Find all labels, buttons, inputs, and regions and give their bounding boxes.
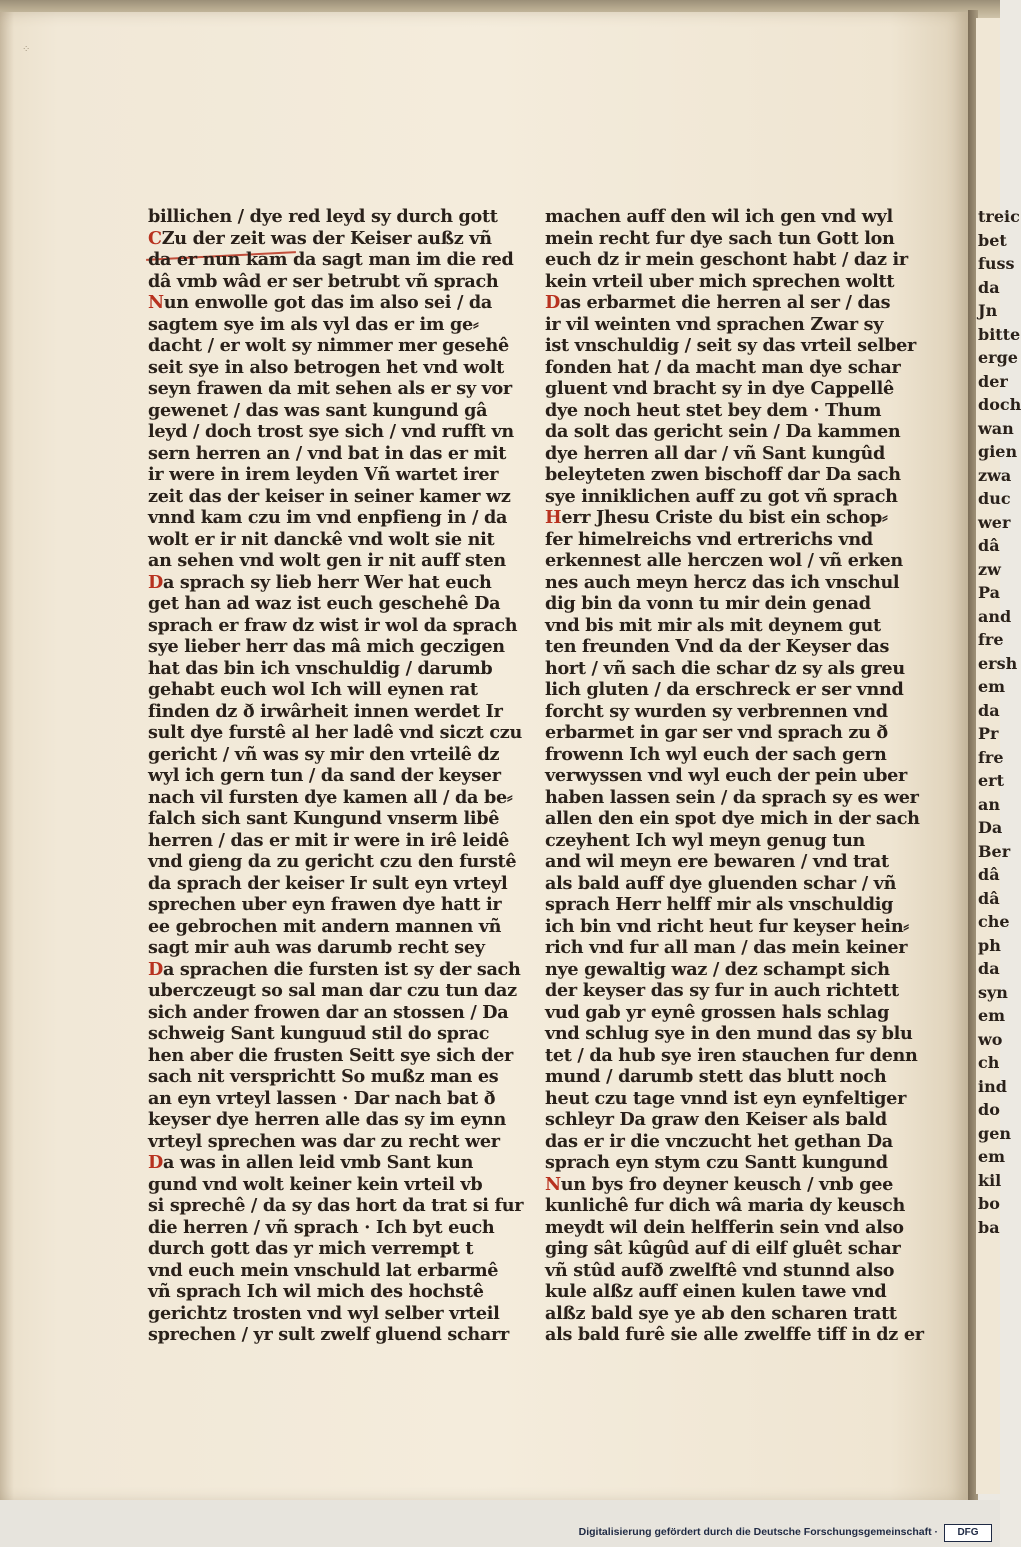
next-page-fragment: che: [978, 912, 1010, 931]
left-column-line: durch gott das yr mich verrempt t: [148, 1238, 474, 1259]
left-column-line: zeit das der keiser in seiner kamer wz: [148, 485, 511, 507]
left-column-line: vñ sprach Ich wil mich des hochstê: [148, 1281, 484, 1302]
left-column-line: [148, 571, 492, 594]
left-column-line: hat das bin ich vnschuldig / darumb: [148, 657, 493, 679]
right-column-line: als bald furê sie alle zwelffe tiff in dz er: [545, 1324, 924, 1345]
left-column-line: gund vnd wolt keiner kein vrteil vb: [148, 1173, 483, 1195]
next-page-fragment: Pr: [978, 724, 999, 743]
right-column-line: sprach Herr helff mir als vnschuldig: [545, 894, 894, 915]
right-column-line: heut czu tage vnnd ist eyn eynfeltiger: [545, 1087, 907, 1109]
left-column-line: [148, 1152, 488, 1174]
next-page-fragment: em: [978, 677, 1006, 696]
left-column-line: sye lieber herr das mâ mich geczigen: [148, 636, 505, 657]
right-column-line: meydt wil dein helfferin sein vnd also: [545, 1216, 904, 1238]
left-column-line: sprach er fraw dz wist ir wol da sprach: [148, 614, 518, 636]
left-column-line: herren / das er mit ir were in irê leidê: [148, 829, 509, 851]
left-column-line: sich ander frowen dar an stossen / Da: [148, 1001, 509, 1023]
rubric-initial: D: [545, 292, 560, 313]
right-column-line: [545, 507, 888, 529]
left-column-line: uberczeugt so sal man dar czu tun daz: [148, 980, 517, 1001]
line-text: un enwolle got das im also sei / da: [163, 292, 493, 313]
next-page-edge: [976, 18, 1021, 1494]
right-column-line: kule alßz auff einen kulen tawe vnd: [545, 1281, 887, 1302]
right-column-line: der keyser das sy fur in auch richtett: [545, 980, 899, 1001]
next-page-fragment: fre: [978, 630, 1004, 649]
dfg-logo-text: DFG: [957, 1527, 979, 1538]
right-column-line: dye noch heut stet bey dem · Thum: [545, 399, 882, 421]
next-page-fragment: ph: [978, 935, 1001, 955]
right-column-line: ir vil weinten vnd sprachen Zwar sy: [545, 313, 884, 335]
left-column-line: gehabt euch wol Ich will eynen rat: [148, 679, 478, 700]
right-column-line: tet / da hub sye iren stauchen fur denn: [545, 1044, 918, 1066]
next-page-fragment: wan: [978, 418, 1014, 438]
left-column-line: sach nit versprichtt So mußz man es: [148, 1066, 499, 1087]
right-column-line: das er ir die vnczucht het gethan Da: [545, 1130, 893, 1152]
next-page-fragment: ba: [978, 1217, 1000, 1237]
next-page-fragment: zwa: [978, 465, 1012, 485]
right-column-line: beleyteten zwen bischoff dar Da sach: [545, 464, 901, 485]
left-column-line: wyl ich gern tun / da sand der keyser: [148, 765, 501, 786]
left-column-line: an eyn vrteyl lassen · Dar nach bat ð: [148, 1087, 496, 1109]
left-column-line: die herren / vñ sprach · Ich byt euch: [148, 1216, 495, 1238]
right-column-line: [545, 1173, 894, 1196]
page-corner-mark: ⁘: [22, 44, 31, 55]
next-page-fragment: Jn: [978, 301, 998, 320]
right-column-line: machen auff den wil ich gen vnd wyl: [545, 206, 893, 227]
right-column-line: euch dz ir mein geschont habt / daz ir: [545, 249, 908, 270]
next-page-fragment: da: [978, 277, 1000, 297]
left-column-line: vnd euch mein vnschuld lat erbarmê: [148, 1259, 499, 1281]
next-page-fragment: da: [978, 700, 1000, 720]
line-text: Zu der zeit was der Keiser außz vñ: [161, 227, 492, 249]
right-column-line: lich gluten / da erschreck er ser vnnd: [545, 679, 904, 700]
right-column-line: dye herren all dar / vñ Sant kungûd: [545, 442, 885, 464]
right-column-line: kein vrteil uber mich sprechen woltt: [545, 270, 895, 292]
right-column-line: ich bin vnd richt heut fur keyser hein⸗: [545, 915, 909, 937]
next-page-fragment: dâ: [978, 536, 1000, 555]
left-column-line: keyser dye herren alle das sy im eynn: [148, 1109, 506, 1130]
next-page-fragment: em: [978, 1147, 1006, 1166]
left-column-line: vrteyl sprechen was dar zu recht wer: [148, 1130, 500, 1152]
right-column-line: mein recht fur dye sach tun Gott lon: [545, 227, 895, 249]
line-text: err Jhesu Criste du bist ein schop⸗: [561, 507, 888, 528]
right-column-line: mund / darumb stett das blutt noch: [545, 1066, 887, 1087]
right-column-line: fer himelreichs vnd ertrerichs vnd: [545, 528, 873, 550]
right-column-line: forcht sy wurden sy verbrennen vnd: [545, 700, 888, 722]
left-column-line: billichen / dye red leyd sy durch gott: [148, 206, 498, 227]
rubric-initial: D: [148, 958, 163, 980]
next-page-fragment: ert: [978, 771, 1004, 790]
left-column-line: sprechen uber eyn frawen dye hatt ir: [148, 894, 502, 915]
left-column-line: [148, 958, 521, 981]
next-page-fragment: duc: [978, 489, 1011, 508]
right-column-line: vñ stûd aufð zwelftê vnd stunnd also: [545, 1259, 895, 1281]
page-edge-shadow: [0, 12, 14, 1502]
left-column-line: schweig Sant kunguud stil do sprac: [148, 1023, 490, 1044]
left-column-line: hen aber die frusten Seitt sye sich der: [148, 1044, 513, 1066]
left-column-line: ee gebrochen mit andern mannen vñ: [148, 915, 502, 937]
right-column-line: ten freunden Vnd da der Keyser das: [545, 636, 890, 657]
left-column-line: si sprechê / da sy das hort da trat si fur: [148, 1195, 524, 1216]
left-column-line: dacht / er wolt sy nimmer mer gesehê: [148, 335, 509, 356]
left-column-line: wolt er ir nit danckê vnd wolt sie nit: [148, 528, 495, 550]
next-page-fragment: bo: [978, 1194, 1000, 1213]
right-column-line: gluent vnd bracht sy in dye Cappellê: [545, 378, 894, 399]
next-page-fragment: treic: [978, 207, 1020, 226]
next-page-fragment: da: [978, 959, 1000, 978]
left-column-line: vnnd kam czu im vnd enpfieng in / da: [148, 507, 508, 528]
next-page-fragment: Pa: [978, 583, 1000, 602]
left-column-line: falch sich sant Kungund vnserm libê: [148, 808, 500, 829]
left-column-line: vnd gieng da zu gericht czu den furstê: [148, 851, 517, 872]
right-column-line: verwyssen vnd wyl euch der pein uber: [545, 765, 907, 786]
next-page-fragment: ersh: [978, 653, 1018, 673]
right-column-line: erkennest alle herczen wol / vñ erken: [545, 550, 903, 571]
right-column-line: vnd schlug sye in den mund das sy blu: [545, 1023, 913, 1044]
next-page-fragment: syn: [978, 982, 1008, 1002]
line-text: as erbarmet die herren al ser / das: [559, 292, 891, 313]
rubric-initial: D: [148, 1152, 163, 1173]
next-page-fragment: gen: [978, 1123, 1011, 1143]
next-page-fragment: do: [978, 1100, 1000, 1119]
left-column-line: seit sye in also betrogen het vnd wolt: [148, 356, 504, 378]
right-column-line: kunlichê fur dich wâ maria dy keusch: [545, 1195, 905, 1216]
next-page-fragment: Ber: [978, 841, 1011, 861]
next-page-fragment: an: [978, 794, 1000, 814]
left-column-line: sprechen / yr sult zwelf gluend scharr: [148, 1324, 509, 1345]
right-column-line: fonden hat / da macht man dye schar: [545, 356, 901, 378]
left-column-line: sern herren an / vnd bat in das er mit: [148, 442, 507, 464]
next-page-fragment: fuss: [978, 254, 1015, 273]
right-column-line: schleyr Da graw den Keiser als bald: [545, 1109, 887, 1130]
left-column-line: leyd / doch trost sye sich / vnd rufft vn: [148, 421, 514, 442]
rubric-initial: N: [545, 1173, 561, 1195]
left-column-line: ir were in irem leyden Vñ wartet irer: [148, 464, 499, 485]
left-column-line: da er nun kam da sagt man im die red: [148, 249, 514, 270]
right-column-line: nye gewaltig waz / dez schampt sich: [545, 958, 890, 980]
right-column-line: ist vnschuldig / seit sy das vrteil selber: [545, 335, 916, 356]
left-column-line: get han ad waz ist euch geschehê Da: [148, 593, 501, 614]
next-page-fragment: dâ: [978, 865, 1000, 884]
next-page-fragment: der: [978, 371, 1008, 391]
rubric-initial: D: [148, 571, 163, 593]
scan-bottom-strip: [0, 1500, 1000, 1547]
left-column-line: [148, 227, 492, 250]
left-column-line: sult dye furstê al her ladê vnd siczt czu: [148, 722, 522, 743]
left-column-line: gericht / vñ was sy mir den vrteilê dz: [148, 743, 500, 765]
right-column-line: erbarmet in gar ser vnd sprach zu ð: [545, 722, 888, 743]
next-page-fragment: em: [978, 1006, 1006, 1025]
next-page-fragment: bitte: [978, 324, 1021, 344]
right-column-line: alßz bald sye ye ab den scharen tratt: [545, 1302, 897, 1324]
right-column-line: sprach eyn stym czu Santt kungund: [545, 1152, 888, 1173]
next-page-fragment: ch: [978, 1053, 1000, 1072]
right-column-line: czeyhent Ich wyl meyn genug tun: [545, 829, 866, 851]
digitization-credit: Digitalisierung gefördert durch die Deutsche Forschungsgemeinschaft ·: [578, 1526, 938, 1538]
next-page-fragment: ind: [978, 1076, 1007, 1096]
rubric-initial: H: [545, 507, 562, 528]
next-page-fragment: bet: [978, 230, 1007, 250]
right-column-line: [545, 292, 891, 314]
right-column-line: nes auch meyn hercz das ich vnschul: [545, 571, 900, 593]
next-page-fragment: kil: [978, 1170, 1002, 1190]
left-column-line: gewenet / das was sant kungund gâ: [148, 399, 488, 421]
left-column-line: sagtem sye im als vyl das er im ge⸗: [148, 313, 479, 335]
next-page-fragment: fre: [978, 747, 1004, 767]
right-column-line: als bald auff dye gluenden schar / vñ: [545, 872, 897, 894]
next-page-fragment: and: [978, 606, 1012, 626]
left-column-line: seyn frawen da mit sehen als er sy vor: [148, 378, 512, 399]
left-column-line: gerichtz trosten vnd wyl selber vrteil: [148, 1302, 500, 1324]
line-text: un bys fro deyner keusch / vnb gee: [560, 1173, 894, 1195]
next-page-fragment: zw: [978, 559, 1001, 579]
left-text-column: [148, 206, 524, 1346]
next-page-fragment: wer: [978, 512, 1011, 532]
dfg-logo: [944, 1524, 992, 1542]
next-page-fragment: gien: [978, 442, 1018, 461]
right-column-line: frowenn Ich wyl euch der sach gern: [545, 743, 887, 765]
left-column-line: da sprach der keiser Ir sult eyn vrteyl: [148, 872, 508, 894]
right-column-line: and wil meyn ere bewaren / vnd trat: [545, 851, 889, 872]
next-page-fragment: wo: [978, 1029, 1003, 1049]
right-column-line: vud gab yr eynê grossen hals schlag: [545, 1001, 890, 1023]
next-page-fragment: doch: [978, 395, 1021, 414]
next-page-fragment: Da: [978, 818, 1003, 837]
right-column-line: da solt das gericht sein / Da kammen: [545, 421, 901, 442]
right-column-line: haben lassen sein / da sprach sy es wer: [545, 786, 919, 808]
right-column-line: ging sât kûgûd auf di eilf gluêt schar: [545, 1238, 901, 1259]
right-text-column: [545, 206, 924, 1346]
left-column-line: an sehen vnd wolt gen ir nit auff sten: [148, 550, 506, 571]
right-column-line: hort / vñ sach die schar dz sy als greu: [545, 657, 905, 679]
right-column-line: rich vnd fur all man / das mein keiner: [545, 937, 908, 958]
rubric-initial: C: [148, 227, 162, 249]
left-column-line: nach vil fursten dye kamen all / da be⸗: [148, 786, 513, 808]
right-column-line: vnd bis mit mir als mit deynem gut: [545, 614, 881, 636]
line-text: a sprach sy lieb herr Wer hat euch: [162, 571, 492, 593]
right-column-line: dig bin da vonn tu mir dein genad: [545, 593, 871, 614]
right-column-line: allen den ein spot dye mich in der sach: [545, 808, 920, 829]
rubric-initial: N: [148, 292, 164, 313]
left-column-line: [148, 292, 493, 314]
right-column-line: sye inniklichen auff zu got vñ sprach: [545, 485, 898, 507]
line-text: a sprachen die fursten ist sy der sach: [162, 958, 521, 980]
left-column-line: finden dz ð irwârheit innen werdet Ir: [148, 700, 503, 722]
left-column-line: dâ vmb wâd er ser betrubt vñ sprach: [148, 270, 499, 292]
line-text: a was in allen leid vmb Sant kun: [162, 1152, 474, 1173]
next-page-fragment: dâ: [978, 888, 1000, 908]
left-column-line: sagt mir auh was darumb recht sey: [148, 937, 485, 958]
next-page-fragment: erge: [978, 348, 1018, 367]
